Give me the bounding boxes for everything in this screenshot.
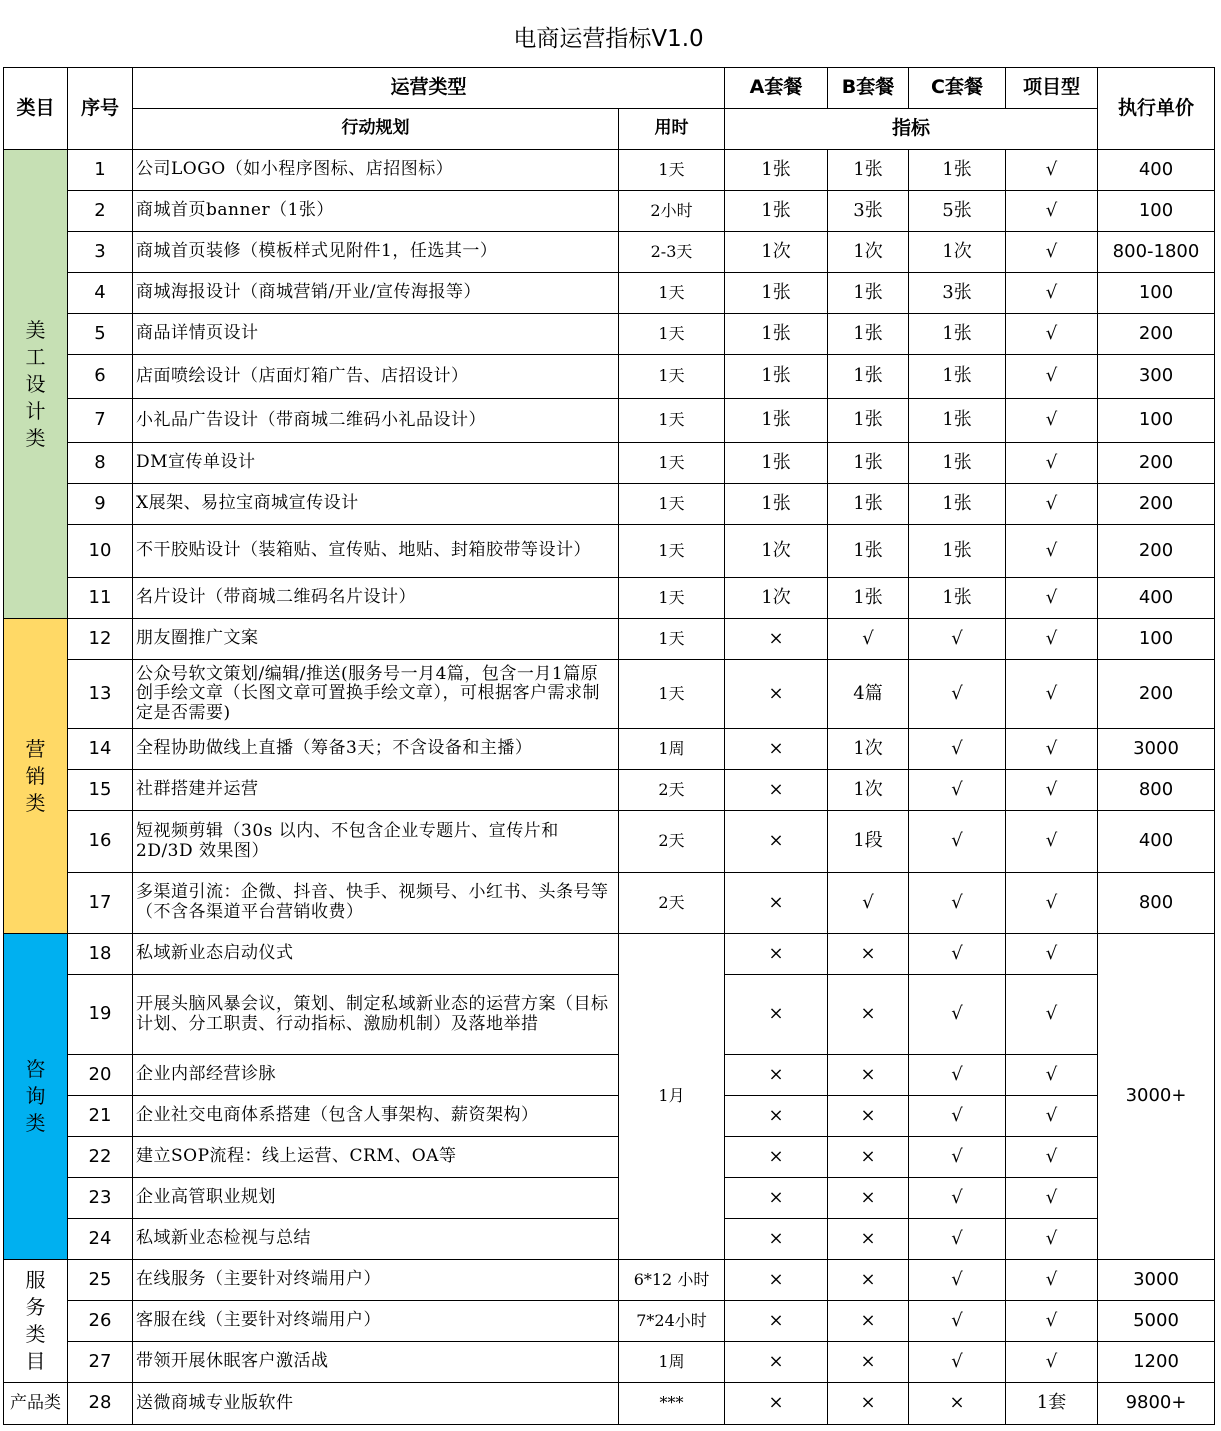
- row-package-a: ×: [725, 975, 828, 1055]
- row-project: √: [1006, 484, 1098, 525]
- row-action: 商城海报设计（商城营销/开业/宣传海报等）: [133, 273, 619, 314]
- row-package-b: 1张: [828, 525, 909, 578]
- row-unit-price: 100: [1098, 619, 1215, 660]
- header-action-plan: 行动规划: [133, 109, 619, 150]
- row-action: 社群搭建并运营: [133, 770, 619, 811]
- row-index: 15: [68, 770, 133, 811]
- table-row: [4, 1137, 1215, 1178]
- row-index: 17: [68, 873, 133, 934]
- category-char: 类: [25, 1322, 46, 1346]
- row-unit-price: 200: [1098, 484, 1215, 525]
- row-package-a: 1张: [725, 484, 828, 525]
- row-package-c: √: [909, 934, 1006, 975]
- row-package-b: ×: [828, 934, 909, 975]
- row-package-a: ×: [725, 770, 828, 811]
- row-package-b: 1张: [828, 443, 909, 484]
- row-index: 19: [68, 975, 133, 1055]
- row-action: 私域新业态检视与总结: [133, 1219, 619, 1260]
- table-row: [4, 619, 1215, 660]
- row-duration: 2天: [619, 873, 725, 934]
- row-unit-price: 3000: [1098, 729, 1215, 770]
- table-row: [4, 811, 1215, 873]
- row-duration: 7*24小时: [619, 1301, 725, 1342]
- row-package-c: √: [909, 729, 1006, 770]
- row-unit-price: 400: [1098, 150, 1215, 191]
- header-package-b: B套餐: [828, 68, 909, 109]
- row-index: 14: [68, 729, 133, 770]
- row-action: 多渠道引流：企微、抖音、快手、视频号、小红书、头条号等（不含各渠道平台营销收费）: [133, 873, 619, 934]
- row-package-a: ×: [725, 1137, 828, 1178]
- table-row: [4, 484, 1215, 525]
- row-package-a: ×: [725, 1342, 828, 1383]
- row-package-b: 4篇: [828, 660, 909, 729]
- row-package-c: √: [909, 619, 1006, 660]
- row-package-a: 1张: [725, 355, 828, 399]
- row-package-a: ×: [725, 873, 828, 934]
- row-index: 25: [68, 1260, 133, 1301]
- row-package-a: 1次: [725, 525, 828, 578]
- row-package-a: ×: [725, 1055, 828, 1096]
- row-action: 企业社交电商体系搭建（包含人事架构、薪资架构）: [133, 1096, 619, 1137]
- row-package-b: 1张: [828, 150, 909, 191]
- row-unit-price: 800: [1098, 770, 1215, 811]
- table-row: [4, 191, 1215, 232]
- row-duration: 1天: [619, 484, 725, 525]
- row-package-a: 1张: [725, 399, 828, 443]
- table-row: [4, 273, 1215, 314]
- category-char: 类: [25, 790, 46, 815]
- category-design: [4, 150, 68, 619]
- row-action: DM宣传单设计: [133, 443, 619, 484]
- row-package-b: √: [828, 619, 909, 660]
- row-action: X展架、易拉宝商城宣传设计: [133, 484, 619, 525]
- row-package-b: 1段: [828, 811, 909, 873]
- row-action: 在线服务（主要针对终端用户）: [133, 1260, 619, 1301]
- table-row: [4, 1383, 1215, 1425]
- row-package-a: ×: [725, 1219, 828, 1260]
- table-row: [4, 975, 1215, 1055]
- row-package-b: 3张: [828, 191, 909, 232]
- row-package-c: √: [909, 1301, 1006, 1342]
- row-package-a: ×: [725, 1096, 828, 1137]
- row-index: 10: [68, 525, 133, 578]
- row-index: 4: [68, 273, 133, 314]
- header-project: 项目型: [1006, 68, 1098, 109]
- row-project: 1套: [1006, 1383, 1098, 1425]
- row-duration: 2天: [619, 811, 725, 873]
- row-project: √: [1006, 934, 1098, 975]
- table-row: [4, 1301, 1215, 1342]
- table-row: [4, 1260, 1215, 1301]
- row-package-a: ×: [725, 1301, 828, 1342]
- row-unit-price: 9800+: [1098, 1383, 1215, 1425]
- row-package-a: 1张: [725, 191, 828, 232]
- category-char: 设: [25, 371, 46, 396]
- row-action: 开展头脑风暴会议，策划、制定私域新业态的运营方案（目标计划、分工职责、行动指标、激励机制）及落地举措: [133, 975, 619, 1055]
- row-project: √: [1006, 273, 1098, 314]
- row-duration: ***: [619, 1383, 725, 1425]
- row-package-c: √: [909, 1055, 1006, 1096]
- row-package-c: √: [909, 1096, 1006, 1137]
- row-package-c: 5张: [909, 191, 1006, 232]
- row-action: 小礼品广告设计（带商城二维码小礼品设计）: [133, 399, 619, 443]
- header-unit-price: 执行单价: [1098, 68, 1215, 150]
- row-package-c: √: [909, 873, 1006, 934]
- table-row: [4, 1219, 1215, 1260]
- row-duration: 1天: [619, 578, 725, 619]
- row-project: √: [1006, 355, 1098, 399]
- row-duration: 1天: [619, 314, 725, 355]
- category-consulting: [4, 934, 68, 1260]
- row-package-c: 1张: [909, 578, 1006, 619]
- row-index: 18: [68, 934, 133, 975]
- row-package-c: 3张: [909, 273, 1006, 314]
- row-index: 7: [68, 399, 133, 443]
- table-row: [4, 578, 1215, 619]
- row-unit-price: 100: [1098, 273, 1215, 314]
- category-char: 务: [25, 1295, 46, 1319]
- row-project: √: [1006, 770, 1098, 811]
- row-unit-price: 200: [1098, 525, 1215, 578]
- row-action: 商品详情页设计: [133, 314, 619, 355]
- row-action: 客服在线（主要针对终端用户）: [133, 1301, 619, 1342]
- row-unit-price: 800-1800: [1098, 232, 1215, 273]
- row-action: 商城首页banner（1张）: [133, 191, 619, 232]
- row-package-b: ×: [828, 1096, 909, 1137]
- row-package-c: 1张: [909, 443, 1006, 484]
- category-char: 美: [25, 317, 46, 342]
- table-row: [4, 443, 1215, 484]
- row-duration: 2-3天: [619, 232, 725, 273]
- row-package-c: 1张: [909, 150, 1006, 191]
- row-package-a: ×: [725, 1260, 828, 1301]
- row-duration: 2天: [619, 770, 725, 811]
- row-index: 27: [68, 1342, 133, 1383]
- category-char: 工: [25, 344, 46, 369]
- row-package-a: ×: [725, 1178, 828, 1219]
- header-package-a: A套餐: [725, 68, 828, 109]
- table-row: [4, 1178, 1215, 1219]
- row-duration: 1周: [619, 1342, 725, 1383]
- row-project: √: [1006, 1260, 1098, 1301]
- row-action: 短视频剪辑（30s 以内、不包含企业专题片、宣传片和2D/3D 效果图）: [133, 811, 619, 873]
- header-package-c: C套餐: [909, 68, 1006, 109]
- row-unit-price: 400: [1098, 578, 1215, 619]
- row-index: 20: [68, 1055, 133, 1096]
- row-action: 送微商城专业版软件: [133, 1383, 619, 1425]
- row-package-a: ×: [725, 1383, 828, 1425]
- row-project: √: [1006, 1301, 1098, 1342]
- table-row: [4, 1096, 1215, 1137]
- category-service: [4, 1260, 68, 1383]
- row-package-c: 1张: [909, 484, 1006, 525]
- row-package-b: ×: [828, 1178, 909, 1219]
- row-project: √: [1006, 873, 1098, 934]
- table-row: [4, 660, 1215, 729]
- row-project: √: [1006, 399, 1098, 443]
- row-duration: 1天: [619, 355, 725, 399]
- row-package-a: ×: [725, 934, 828, 975]
- row-project: √: [1006, 660, 1098, 729]
- row-unit-price: 200: [1098, 660, 1215, 729]
- row-index: 1: [68, 150, 133, 191]
- row-package-b: 1张: [828, 355, 909, 399]
- row-index: 9: [68, 484, 133, 525]
- row-package-a: 1次: [725, 578, 828, 619]
- row-unit-price: 1200: [1098, 1342, 1215, 1383]
- table-row: [4, 355, 1215, 399]
- row-action: 企业高管职业规划: [133, 1178, 619, 1219]
- row-project: √: [1006, 1055, 1098, 1096]
- row-action: 私域新业态启动仪式: [133, 934, 619, 975]
- row-unit-price: 3000: [1098, 1260, 1215, 1301]
- row-duration: 1天: [619, 525, 725, 578]
- sheet-title: 电商运营指标V1.0: [513, 25, 704, 52]
- row-package-b: ×: [828, 1301, 909, 1342]
- row-package-c: √: [909, 811, 1006, 873]
- row-unit-price: 200: [1098, 443, 1215, 484]
- row-package-c: √: [909, 975, 1006, 1055]
- row-index: 3: [68, 232, 133, 273]
- table-row: [4, 770, 1215, 811]
- table-row: [4, 232, 1215, 273]
- row-package-b: ×: [828, 1219, 909, 1260]
- row-duration: 1天: [619, 443, 725, 484]
- row-index: 26: [68, 1301, 133, 1342]
- row-unit-price: 400: [1098, 811, 1215, 873]
- row-action: 带领开展休眠客户激活战: [133, 1342, 619, 1383]
- category-char: 询: [25, 1084, 46, 1108]
- row-project: √: [1006, 975, 1098, 1055]
- row-project: √: [1006, 1219, 1098, 1260]
- row-duration: 1天: [619, 660, 725, 729]
- row-package-c: √: [909, 660, 1006, 729]
- consulting-price: 3000+: [1098, 934, 1215, 1260]
- row-package-b: ×: [828, 1137, 909, 1178]
- metrics-table: [3, 67, 1215, 1425]
- table-row: [4, 314, 1215, 355]
- row-project: √: [1006, 314, 1098, 355]
- row-project: √: [1006, 1342, 1098, 1383]
- row-package-c: 1张: [909, 399, 1006, 443]
- row-index: 28: [68, 1383, 133, 1425]
- row-package-c: 1张: [909, 355, 1006, 399]
- row-project: √: [1006, 1178, 1098, 1219]
- row-package-b: ×: [828, 1342, 909, 1383]
- table-row: [4, 1342, 1215, 1383]
- row-package-b: 1张: [828, 399, 909, 443]
- row-project: √: [1006, 443, 1098, 484]
- row-package-a: 1张: [725, 443, 828, 484]
- row-unit-price: 100: [1098, 399, 1215, 443]
- row-package-b: 1张: [828, 578, 909, 619]
- category-char: 类: [25, 1111, 46, 1135]
- row-duration: 2小时: [619, 191, 725, 232]
- header-ops-type: 运营类型: [133, 68, 725, 109]
- row-project: √: [1006, 1096, 1098, 1137]
- row-project: √: [1006, 729, 1098, 770]
- row-index: 16: [68, 811, 133, 873]
- row-duration: 1天: [619, 273, 725, 314]
- table-row: [4, 729, 1215, 770]
- table-row: [4, 525, 1215, 578]
- row-project: √: [1006, 619, 1098, 660]
- row-action: 全程协助做线上直播（筹备3天；不含设备和主播）: [133, 729, 619, 770]
- row-package-c: 1张: [909, 525, 1006, 578]
- row-package-a: ×: [725, 729, 828, 770]
- row-package-b: 1张: [828, 484, 909, 525]
- row-index: 8: [68, 443, 133, 484]
- row-action: 企业内部经营诊脉: [133, 1055, 619, 1096]
- row-package-a: 1张: [725, 150, 828, 191]
- row-package-b: ×: [828, 1383, 909, 1425]
- row-package-c: √: [909, 770, 1006, 811]
- row-action: 不干胶贴设计（装箱贴、宣传贴、地贴、封箱胶带等设计）: [133, 525, 619, 578]
- row-project: √: [1006, 191, 1098, 232]
- row-unit-price: 800: [1098, 873, 1215, 934]
- row-package-a: ×: [725, 811, 828, 873]
- row-package-b: 1次: [828, 232, 909, 273]
- row-duration: 1天: [619, 150, 725, 191]
- row-index: 21: [68, 1096, 133, 1137]
- row-unit-price: 300: [1098, 355, 1215, 399]
- row-unit-price: 5000: [1098, 1301, 1215, 1342]
- row-package-c: 1次: [909, 232, 1006, 273]
- row-project: √: [1006, 811, 1098, 873]
- row-index: 11: [68, 578, 133, 619]
- row-project: √: [1006, 578, 1098, 619]
- category-char: 销: [25, 763, 46, 788]
- header-indicator: 指标: [725, 109, 1098, 150]
- row-package-a: ×: [725, 660, 828, 729]
- row-index: 13: [68, 660, 133, 729]
- row-project: √: [1006, 150, 1098, 191]
- row-package-b: ×: [828, 1260, 909, 1301]
- header-duration: 用时: [619, 109, 725, 150]
- row-package-b: ×: [828, 1055, 909, 1096]
- row-index: 12: [68, 619, 133, 660]
- row-index: 6: [68, 355, 133, 399]
- category-product: 产品类: [4, 1383, 68, 1425]
- header-index: 序号: [68, 68, 133, 150]
- row-package-a: 1张: [725, 273, 828, 314]
- consulting-duration: 1月: [619, 934, 725, 1260]
- row-unit-price: 100: [1098, 191, 1215, 232]
- row-package-c: √: [909, 1260, 1006, 1301]
- row-package-b: 1张: [828, 314, 909, 355]
- row-package-a: ×: [725, 619, 828, 660]
- category-char: 营: [25, 736, 46, 761]
- header-category: 类目: [4, 68, 68, 150]
- category-char: 类: [25, 425, 46, 450]
- row-project: √: [1006, 525, 1098, 578]
- row-package-b: 1张: [828, 273, 909, 314]
- row-package-b: 1次: [828, 770, 909, 811]
- row-package-b: 1次: [828, 729, 909, 770]
- row-index: 22: [68, 1137, 133, 1178]
- row-project: √: [1006, 1137, 1098, 1178]
- row-duration: 6*12 小时: [619, 1260, 725, 1301]
- row-package-c: √: [909, 1137, 1006, 1178]
- category-char: 目: [25, 1349, 46, 1373]
- row-package-a: 1张: [725, 314, 828, 355]
- row-package-b: √: [828, 873, 909, 934]
- row-action: 店面喷绘设计（店面灯箱广告、店招设计）: [133, 355, 619, 399]
- row-project: √: [1006, 232, 1098, 273]
- row-index: 2: [68, 191, 133, 232]
- row-action: 朋友圈推广文案: [133, 619, 619, 660]
- table-row: [4, 399, 1215, 443]
- row-action: 商城首页装修（模板样式见附件1，任选其一）: [133, 232, 619, 273]
- row-action: 建立SOP流程：线上运营、CRM、OA等: [133, 1137, 619, 1178]
- row-duration: 1天: [619, 619, 725, 660]
- row-action: 名片设计（带商城二维码名片设计）: [133, 578, 619, 619]
- row-duration: 1天: [619, 399, 725, 443]
- row-duration: 1周: [619, 729, 725, 770]
- table-row: [4, 934, 1215, 975]
- row-index: 23: [68, 1178, 133, 1219]
- row-package-c: ×: [909, 1383, 1006, 1425]
- row-package-c: 1张: [909, 314, 1006, 355]
- row-package-c: √: [909, 1219, 1006, 1260]
- table-row: [4, 873, 1215, 934]
- row-action: 公司LOGO（如小程序图标、店招图标）: [133, 150, 619, 191]
- row-package-a: 1次: [725, 232, 828, 273]
- row-package-c: √: [909, 1342, 1006, 1383]
- category-char: 咨: [25, 1057, 46, 1081]
- row-index: 24: [68, 1219, 133, 1260]
- row-action: 公众号软文策划/编辑/推送(服务号一月4篇，包含一月1篇原创手绘文章（长图文章可置换手绘文章），可根据客户需求制定是否需要): [133, 660, 619, 729]
- category-marketing: [4, 619, 68, 934]
- table-row: [4, 1055, 1215, 1096]
- category-char: 服: [25, 1268, 46, 1292]
- table-row: [4, 150, 1215, 191]
- row-package-b: ×: [828, 975, 909, 1055]
- category-char: 计: [25, 398, 46, 423]
- row-index: 5: [68, 314, 133, 355]
- row-unit-price: 200: [1098, 314, 1215, 355]
- row-package-c: √: [909, 1178, 1006, 1219]
